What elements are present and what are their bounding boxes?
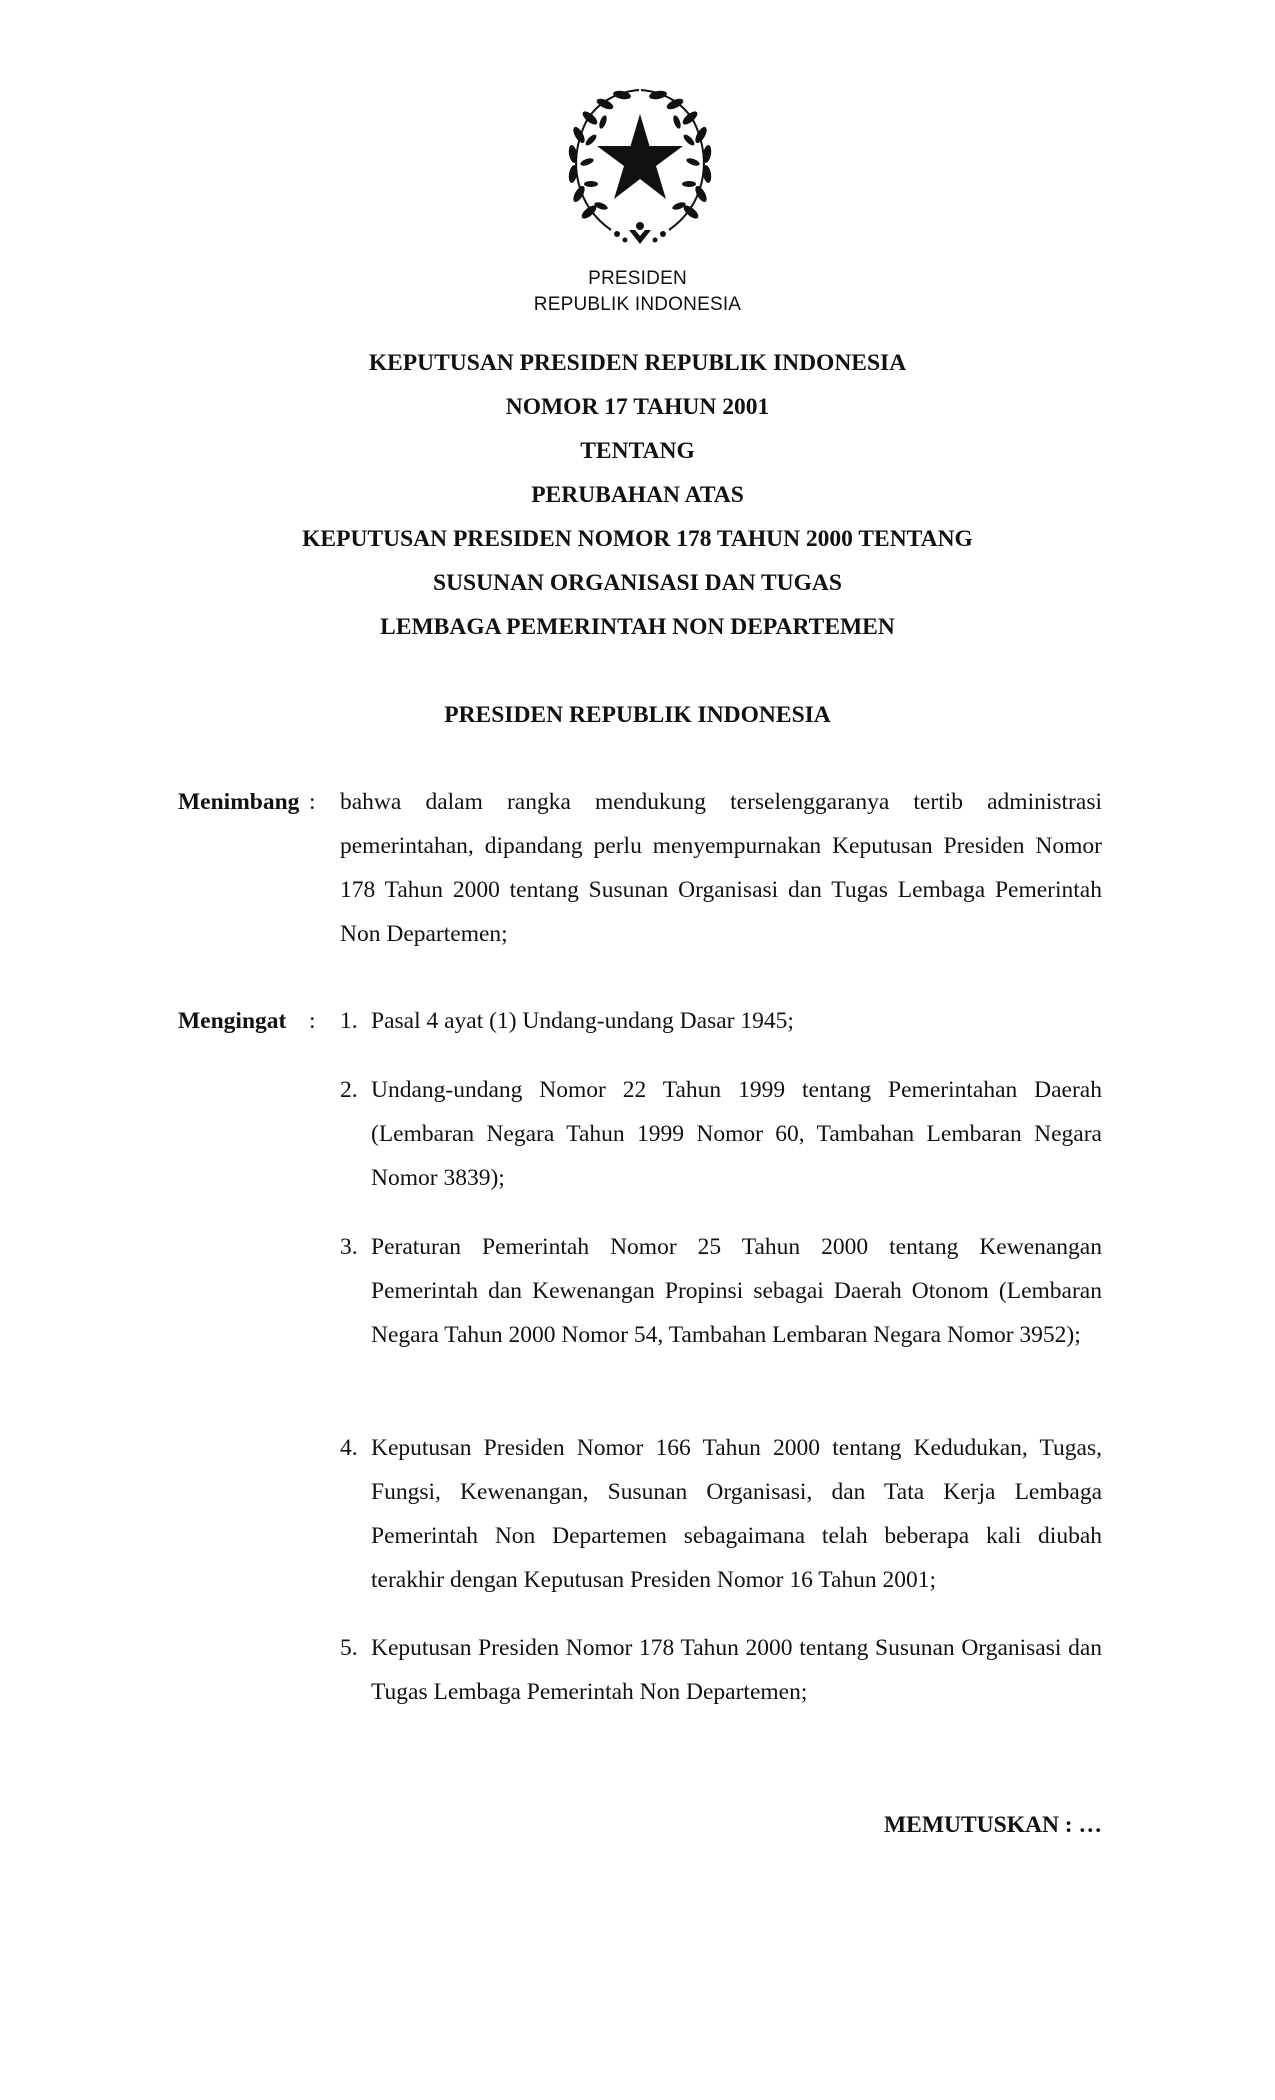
title-line: KEPUTUSAN PRESIDEN REPUBLIK INDONESIA: [368, 350, 907, 376]
menimbang-label: Menimbang: [178, 789, 300, 815]
title-line: TENTANG: [580, 438, 695, 464]
garuda-star-emblem-icon: [559, 84, 721, 250]
president-heading: PRESIDEN REPUBLIK INDONESIA: [444, 702, 831, 728]
title-line: LEMBAGA PEMERINTAH NON DEPARTEMEN: [380, 614, 895, 640]
mengingat-item-text: Keputusan Presiden Nomor 178 Tahun 2000 tentang Susunan Organisasi dan Tugas Lembaga Pemerintah Non Departemen;: [371, 1635, 1102, 1705]
mengingat-item-text: Keputusan Presiden Nomor 166 Tahun 2000 tentang Kedudukan, Tugas, Fungsi, Kewenangan, Susunan Organisasi, dan Tata Kerja Lembaga Pemerintah Non Departemen sebagaimana telah beberapa kali diubah terakhir dengan Keputusan Presiden Nomor 16 Tahun 2001;: [371, 1435, 1102, 1593]
mengingat-item-number: 2.: [340, 1077, 358, 1103]
menimbang-text: bahwa dalam rangka mendukung terselenggaranya tertib administrasi pemerintahan, dipandang perlu menyempurnakan Keputusan Presiden Nomor 178 Tahun 2000 tentang Susunan Organisasi dan Tugas Lembaga Pemerintah Non Departemen;: [340, 789, 1102, 947]
menimbang-colon: :: [309, 789, 316, 815]
emblem-caption-president: PRESIDEN: [588, 268, 687, 289]
mengingat-item-text: Undang-undang Nomor 22 Tahun 1999 tentang Pemerintahan Daerah (Lembaran Negara Tahun 1999 Nomor 60, Tambahan Lembaran Negara Nomor 3839);: [371, 1077, 1102, 1191]
mengingat-item-number: 3.: [340, 1234, 358, 1260]
presidential-emblem: [559, 84, 721, 250]
emblem-caption-republic: REPUBLIK INDONESIA: [533, 294, 742, 315]
memutuskan-continuation: MEMUTUSKAN : …: [883, 1812, 1102, 1838]
mengingat-colon: :: [309, 1008, 316, 1034]
title-line: NOMOR 17 TAHUN 2001: [505, 394, 770, 420]
mengingat-item-number: 1.: [340, 1008, 358, 1034]
mengingat-label: Mengingat: [178, 1008, 287, 1034]
title-line: KEPUTUSAN PRESIDEN NOMOR 178 TAHUN 2000 TENTANG: [302, 526, 973, 552]
mengingat-item-text: Peraturan Pemerintah Nomor 25 Tahun 2000 tentang Kewenangan Pemerintah dan Kewenangan Propinsi sebagai Daerah Otonom (Lembaran Negara Tahun 2000 Nomor 54, Tambahan Lembaran Negara Nomor 3952);: [371, 1234, 1102, 1348]
decree-title: [0, 341, 1275, 649]
title-line: PERUBAHAN ATAS: [531, 482, 744, 508]
mengingat-item-text: Pasal 4 ayat (1) Undang-undang Dasar 1945;: [371, 1008, 794, 1034]
mengingat-item-number: 4.: [340, 1435, 358, 1461]
title-line: SUSUNAN ORGANISASI DAN TUGAS: [433, 570, 842, 596]
mengingat-item-number: 5.: [340, 1635, 358, 1661]
